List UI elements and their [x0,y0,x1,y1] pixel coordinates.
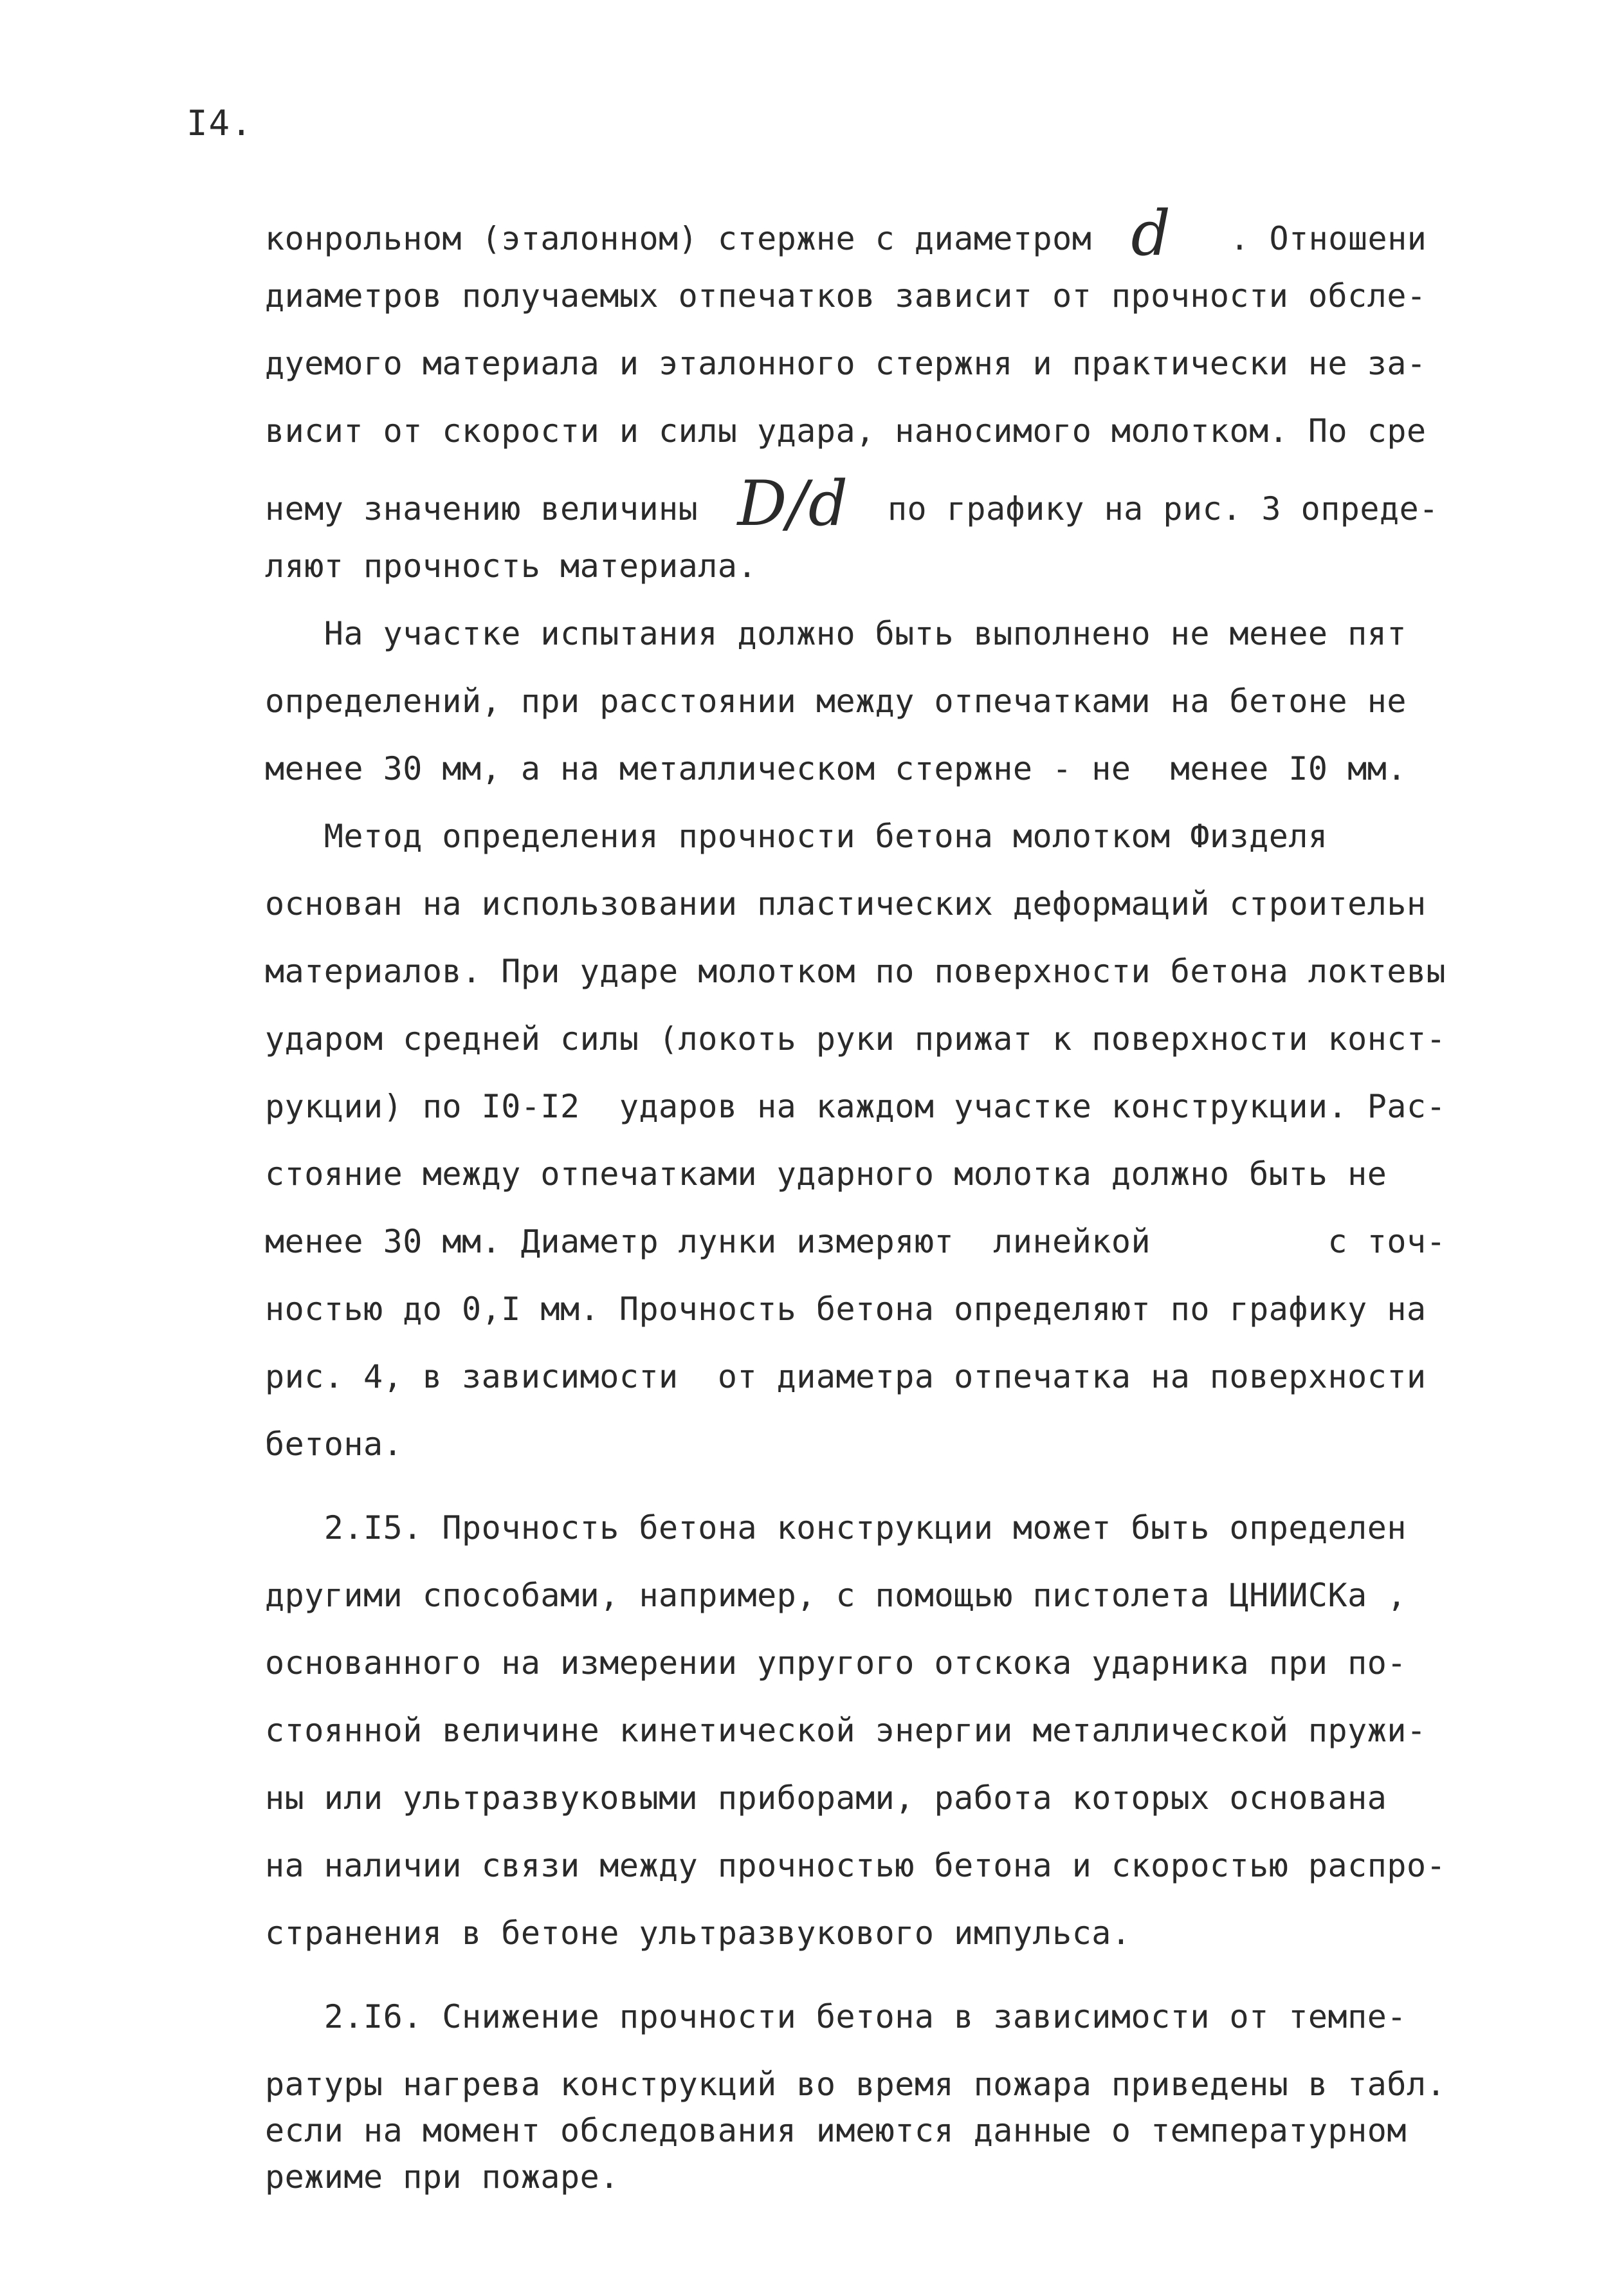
text-line-1-start: конрольном (эталонном) стержне с диаметром [265,220,1131,257]
text-line-27: 2.I6. Снижение прочности бетона в зависимости от темпе- [265,1998,1407,2035]
text-line-20: 2.I5. Прочность бетона конструкции может быть определен [265,1509,1407,1546]
text-line-24: ны или ультразвуковыми приборами, работа которых основана [265,1779,1387,1817]
text-line-21: другими способами, например, с помощью пистолета ЦНИИСКа , [265,1577,1407,1614]
handwritten-symbol-D-over-d: D/d [737,468,848,540]
text-line-19: бетона. [265,1426,403,1463]
text-line-3: дуемого материала и эталонного стержня и практически не за- [265,345,1427,382]
page-number: I4. [187,103,253,143]
text-line-5-end: по графику на рис. 3 опреде- [848,490,1439,528]
text-line-11: основан на использовании пластических деформаций строительн [265,885,1427,922]
text-line-1-end: . Отношени [1171,220,1427,257]
text-line-12: материалов. При ударе молотком по поверхности бетона локтевы [265,953,1446,990]
text-line-18: рис. 4, в зависимости от диаметра отпечатка на поверхности [265,1358,1427,1395]
text-line-7: На участке испытания должно быть выполнено не менее пят [265,615,1407,652]
text-line-14: рукции) по I0-I2 ударов на каждом участке конструкции. Рас- [265,1088,1446,1125]
text-line-25: на наличии связи между прочностью бетона и скоростью распро- [265,1847,1446,1884]
text-line-26: странения в бетоне ультразвукового импульса. [265,1914,1131,1952]
text-line-28: ратуры нагрева конструкций во время пожара приведены в табл. [265,2066,1446,2103]
text-line-17: ностью до 0,I мм. Прочность бетона определяют по графику на [265,1290,1427,1328]
text-line-4: висит от скорости и силы удара, наносимого молотком. По сре [265,412,1427,450]
text-line-5-start: нему значению величины [265,490,738,528]
text-line-30: режиме при пожаре. [265,2158,619,2196]
text-line-1 [265,197,1427,270]
text-line-2: диаметров получаемых отпечатков зависит от прочности обсле- [265,277,1427,315]
text-line-23: стоянной величине кинетической энергии металлической пружи- [265,1712,1427,1749]
text-line-9: менее 30 мм, а на металлическом стержне - не менее I0 мм. [265,750,1407,787]
text-line-8: определений, при расстоянии между отпечатками на бетоне не [265,683,1407,720]
text-line-10: Метод определения прочности бетона молотком Физделя [265,818,1328,855]
text-line-5 [265,468,1439,540]
text-line-13: ударом средней силы (локоть руки прижат к поверхности конст- [265,1020,1446,1058]
text-line-29: если на момент обследования имеются данные о температурном [265,2112,1407,2149]
text-line-22: основанного на измерении упругого отскока ударника при по- [265,1644,1407,1682]
text-line-15: стояние между отпечатками ударного молотка должно быть не [265,1155,1387,1193]
text-line-6: ляют прочность материала. [265,547,758,585]
handwritten-symbol-d: d [1131,197,1171,270]
text-line-16: менее 30 мм. Диаметр лунки измеряют линейкой с точ- [265,1223,1446,1260]
